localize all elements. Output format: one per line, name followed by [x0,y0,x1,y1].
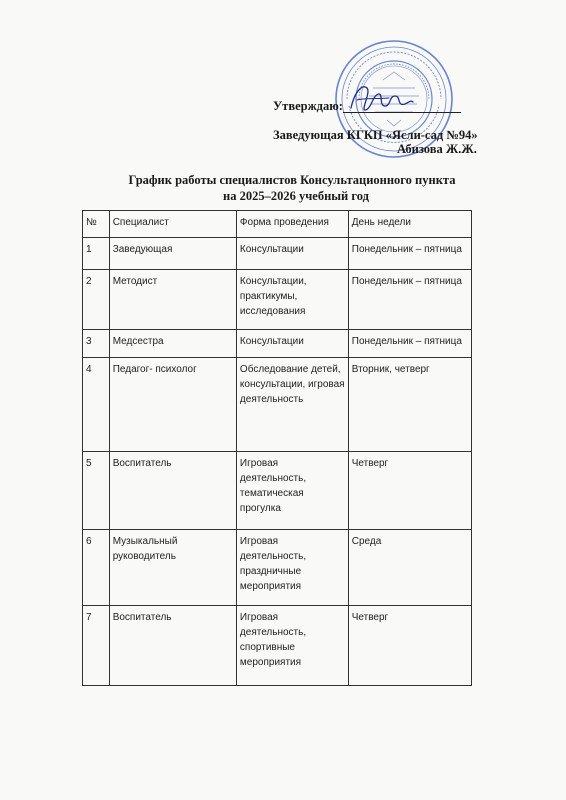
director-signature [345,80,415,120]
document-title [0,172,566,204]
header-specialist: Специалист [109,211,236,238]
table-row [83,330,472,358]
row-specialist: Заведующая [109,238,236,270]
row-specialist: Воспитатель [109,452,236,530]
table-header-row [83,211,472,238]
director-name: Абизова Ж.Ж. [397,142,477,156]
row-day: Четверг [348,452,471,530]
row-num: 4 [83,358,110,452]
row-day: Понедельник – пятница [348,270,471,330]
row-day: Понедельник – пятница [348,330,471,358]
table-row [83,270,472,330]
row-specialist: Музыкальный руководитель [109,530,236,606]
row-form: Игровая деятельность, праздничные мероприятия [236,530,348,606]
table-row [83,358,472,452]
director-position: Заведующая КГКП «Ясли-сад №94» [273,128,478,142]
row-day: Понедельник – пятница [348,238,471,270]
header-day: День недели [348,211,471,238]
row-form: Обследование детей, консультации, игровая деятельность [236,358,348,452]
row-num: 1 [83,238,110,270]
row-specialist: Медсестра [109,330,236,358]
row-num: 6 [83,530,110,606]
header-num: № [83,211,110,238]
title-line-1: График работы специалистов Консультационного пункта [128,173,456,187]
table-row [83,238,472,270]
row-specialist: Воспитатель [109,606,236,686]
table-row [83,452,472,530]
row-form: Игровая деятельность, спортивные мероприятия [236,606,348,686]
row-form: Консультации [236,330,348,358]
header-form: Форма проведения [236,211,348,238]
row-num: 2 [83,270,110,330]
row-num: 3 [83,330,110,358]
table-row [83,530,472,606]
schedule-table [82,210,472,686]
signature-line [343,112,461,113]
row-day: Четверг [348,606,471,686]
row-form: Консультации [236,238,348,270]
row-form: Консультации, практикумы, исследования [236,270,348,330]
row-specialist: Методист [109,270,236,330]
row-form: Игровая деятельность, тематическая прогулка [236,452,348,530]
row-specialist: Педагог- психолог [109,358,236,452]
row-day: Вторник, четверг [348,358,471,452]
approve-label: Утверждаю: [273,99,343,113]
title-line-2: на 2025–2026 учебный год [223,189,369,203]
row-num: 5 [83,452,110,530]
row-day: Среда [348,530,471,606]
table-row [83,606,472,686]
row-num: 7 [83,606,110,686]
